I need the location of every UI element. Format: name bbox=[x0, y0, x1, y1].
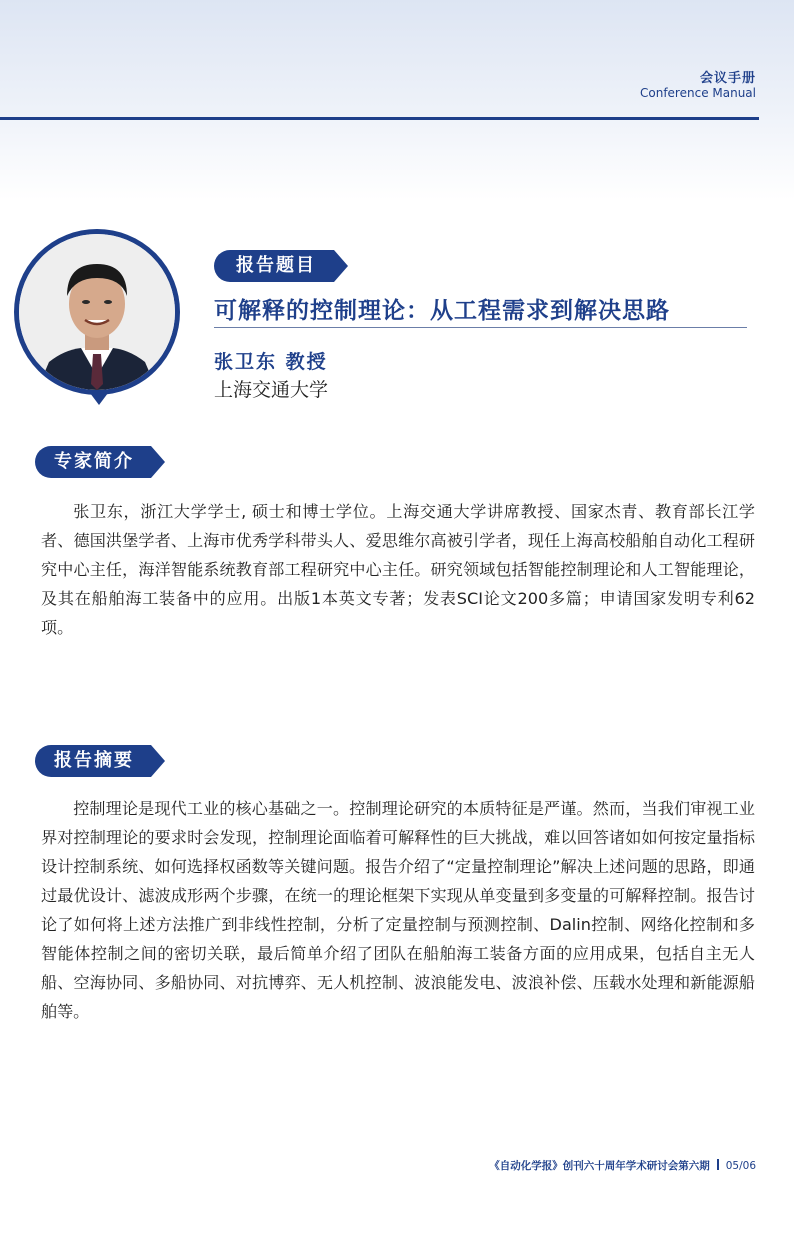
header-subtitle: Conference Manual bbox=[640, 86, 756, 100]
speaker-name: 张卫东 教授 bbox=[214, 351, 328, 373]
footer-page-number: 05/06 bbox=[725, 1160, 756, 1172]
header-divider bbox=[0, 117, 759, 120]
speaker-photo bbox=[14, 229, 180, 395]
talk-title: 可解释的控制理论：从工程需求到解决思路 bbox=[214, 298, 670, 324]
title-underline bbox=[214, 327, 747, 328]
bio-section-label: 专家简介 bbox=[35, 446, 151, 478]
header-background bbox=[0, 0, 794, 200]
photo-pointer bbox=[90, 393, 108, 405]
footer-journal: 《自动化学报》创刊六十周年学术研讨会第六期 bbox=[489, 1160, 710, 1172]
speaker-affiliation: 上海交通大学 bbox=[214, 379, 329, 401]
abstract-paragraph: 控制理论是现代工业的核心基础之一。控制理论研究的本质特征是严谨。然而，当我们审视工业界对控制理论的要求时会发现，控制理论面临着可解释性的巨大挑战，难以回答诸如如何按定量指标设计控制系统、如何选择权函数等关键问题。报告介绍了“定量控制理论”解决上述问题的思路，即通过最优设计、滤波成形两个步骤，在统一的理论框架下实现从单变量到多变量的可解释控制。报告讨论了如何将上述方法推广到非线性控制，分析了定量控制与预测控制、Dalin控制、网络化控制和多智能体控制之间的密切关联，最后简单介绍了团队在船舶海工装备方面的应用成果，包括自主无人船、空海协同、多船协同、对抗博弈、无人机控制、波浪能发电、波浪补偿、压载水处理和新能源船舶等。 bbox=[41, 799, 755, 1021]
footer-separator bbox=[717, 1159, 719, 1170]
bio-paragraph: 张卫东，浙江大学学士, 硕士和博士学位。上海交通大学讲席教授、国家杰青、教育部长江学者、德国洪堡学者、上海市优秀学科带头人、爱思维尔高被引学者，现任上海高校船舶自动化工程研究中心主任，海洋智能系统教育部工程研究中心主任。研究领域包括智能控制理论和人工智能理论，及其在船舶海工装备中的应用。出版1本英文专著；发表SCI论文200多篇；申请国家发明专利62项。 bbox=[41, 502, 755, 637]
page-footer bbox=[489, 1158, 756, 1173]
header-title: 会议手册 bbox=[699, 71, 756, 86]
report-title-label: 报告题目 bbox=[214, 250, 334, 282]
speaker-portrait-icon bbox=[19, 234, 175, 390]
abstract-section-label: 报告摘要 bbox=[35, 745, 151, 777]
